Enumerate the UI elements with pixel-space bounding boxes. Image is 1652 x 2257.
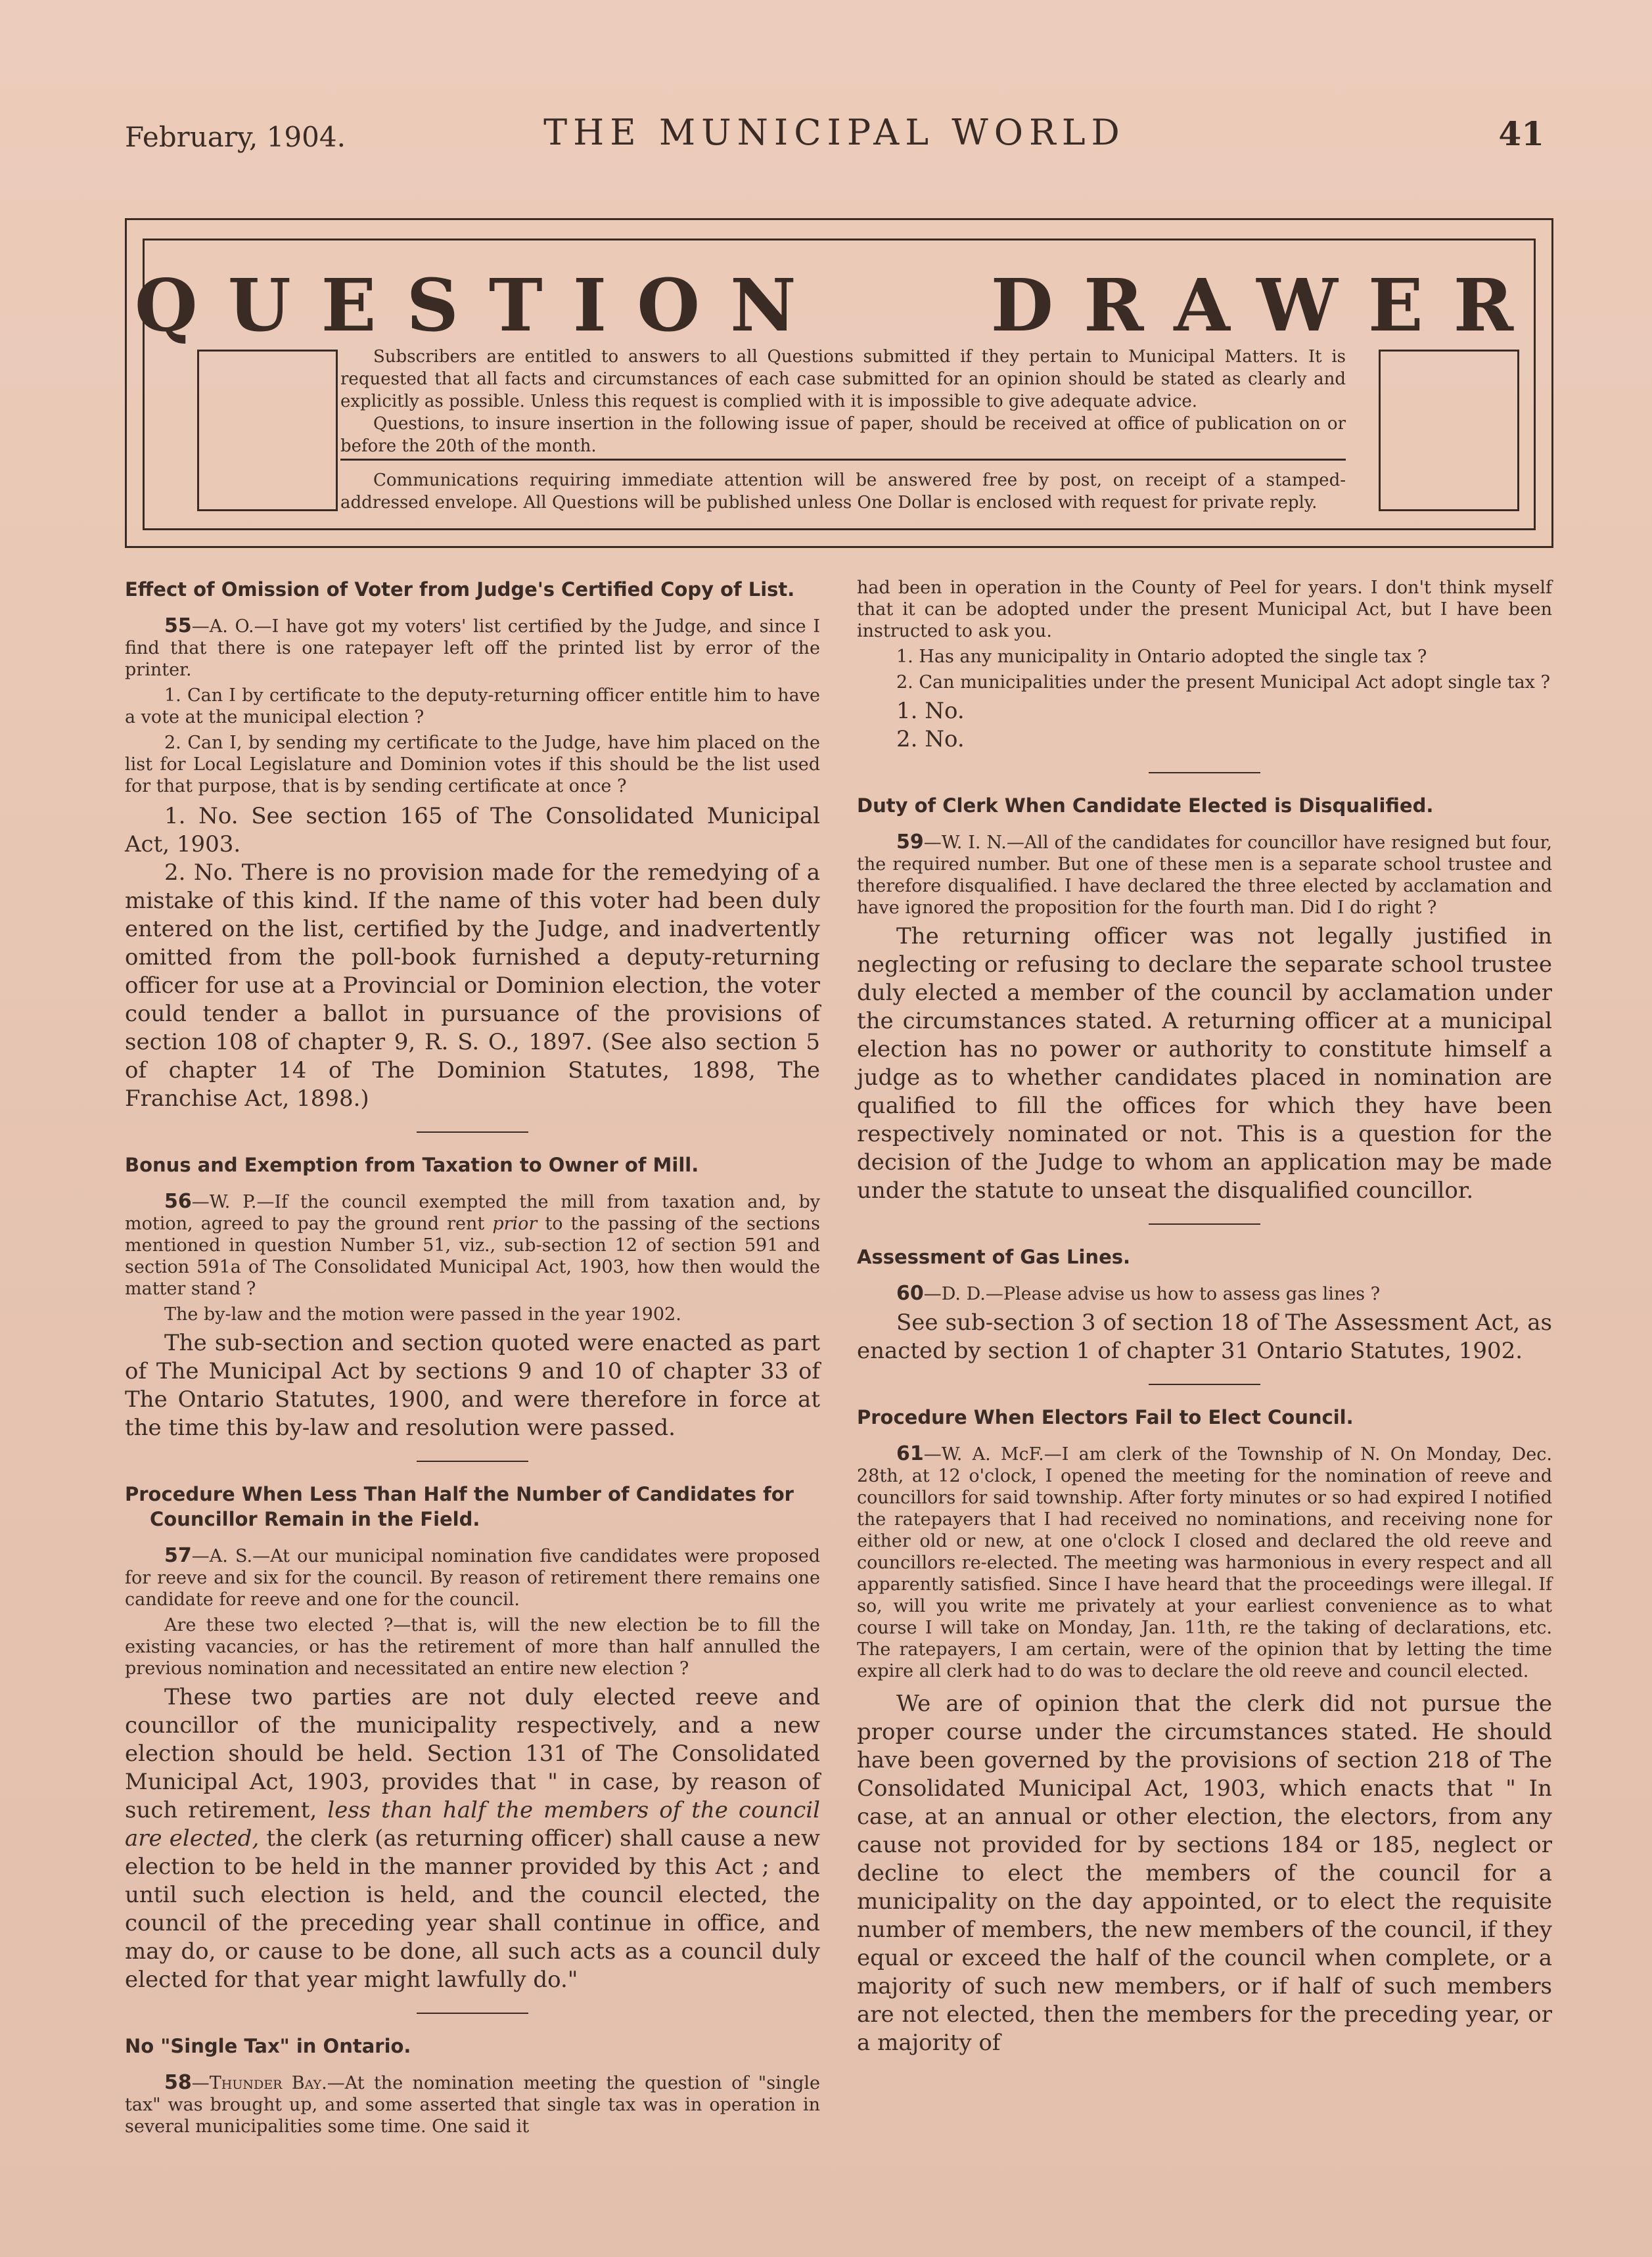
answer-text: The sub-section and section quoted were enacted as part of The Municipal Act by sections 9 and 10 of chapter 33 of The Ontario Statutes, 1900, and were therefore in force at the time this by-law and resolution were passed. — [125, 1330, 820, 1441]
article-heading: Procedure When Electors Fail to Elect Council. — [857, 1406, 1354, 1428]
article-heading: Effect of Omission of Voter from Judge's Certified Copy of List. — [125, 578, 795, 601]
question-number: 61 — [896, 1442, 924, 1465]
article-56 — [125, 1152, 820, 1442]
section-divider — [1149, 1223, 1260, 1225]
right-column — [857, 577, 1552, 2057]
question-number: 55 — [164, 614, 192, 637]
article-heading: No "Single Tax" in Ontario. — [125, 2035, 411, 2057]
answer-part-1: 1. No. See section 165 of The Consolidated Municipal Act, 1903. — [125, 803, 820, 857]
banner-notice-para-1: Subscribers are entitled to answers to all Questions submitted if they pertain to Municipal Matters. It is requested that all facts and circumstances of each case submitted for an opinion should be stated as clearly and explicitly as possible. Unless this request is complied with it is impossible to give adequate advice. — [340, 347, 1346, 411]
banner-right-ornament-box — [1379, 350, 1519, 511]
banner-left-ornament-box — [197, 350, 338, 511]
question-text: 61—W. A. McF.—I am clerk of the Township of N. On Monday, Dec. 28th, at 12 o'clock, I opened the meeting for the nomination of reeve and councillors for said township. After forty minutes or so had expired I notified the ratepayers that I had received no nominations, and receiving none for either old or new, at one o'clock I closed and declared the old reeve and councillors re-elected. The meeting was harmonious in every respect and all apparently satisfied. Since I have heard that the proceedings were illegal. If so, will you write me privately at your earliest convenience as to what course I will take on Monday, Jan. 11th, re the taking of declarations, etc. The ratepayers, I am certain, were of the opinion that by letting the time expire all clerk had to do was to declare the old reeve and council elected. — [857, 1442, 1552, 1681]
section-divider — [1149, 1384, 1260, 1385]
question-text-continued: had been in operation in the County of Peel for years. I don't think myself that it can be adopted under the present Municipal Act, but I have been instructed to ask you. — [857, 578, 1552, 641]
article-heading: Bonus and Exemption from Taxation to Owner of Mill. — [125, 1154, 699, 1176]
left-column — [125, 577, 820, 2141]
article-58-continued — [857, 577, 1552, 754]
answer-text: See sub-section 3 of section 18 of The Assessment Act, as enacted by section 1 of chapter 31 Ontario Statutes, 1902. — [857, 1310, 1552, 1364]
banner-title-word-2: DRAWER — [990, 263, 1544, 348]
question-text: 59—W. I. N.—All of the candidates for councillor have resigned but four, the required number. But one of these men is a separate school trustee and therefore disqualified. I have declared the three elected by acclamation and have ignored the proposition for the fourth man. Did I do right ? — [857, 831, 1552, 918]
question-part-2: 2. Can I, by sending my certificate to the Judge, have him placed on the list for Local Legislature and Dominion votes if this should be the list used for that purpose, that is by sending certificate at once ? — [125, 733, 820, 796]
article-61 — [857, 1405, 1552, 2057]
question-number: 59 — [896, 831, 924, 854]
article-57 — [125, 1482, 820, 1994]
question-note: The by-law and the motion were passed in the year 1902. — [164, 1304, 681, 1325]
answer-text: The returning officer was not legally justified in neglecting or refusing to declare the separate school trustee duly elected a member of the council by acclamation under the circumstances stated. A returning officer at a municipal election has no power or authority to constitute himself a judge as to whether candidates placed in nomination are qualified to fill the offices for which they have been respectively nominated or not. This is a question for the decision of the Judge to whom an application may be made under the statute to unseat the disqualified councillor. — [857, 923, 1552, 1204]
banner-title — [134, 263, 1544, 348]
question-text: 58—Thunder Bay.—At the nomination meeting the question of "single tax" was brought up, and some asserted that single tax was in operation in several municipalities some time. One said it — [125, 2071, 821, 2137]
publication-title: THE MUNICIPAL WORLD — [543, 112, 1126, 153]
section-divider — [417, 2013, 528, 2014]
section-divider — [1149, 772, 1260, 773]
banner-divider — [340, 459, 1346, 461]
question-part-1: 1. Can I by certificate to the deputy-returning officer entitle him to have a vote at the municipal election ? — [125, 685, 820, 727]
banner-notice-lower — [340, 469, 1346, 514]
article-heading: Procedure When Less Than Half the Number of Candidates for Councillor Remain in the Field. — [125, 1483, 794, 1530]
banner-notice-para-3: Communications requiring immediate attention will be answered free by post, on receipt of a stamped-addressed envelope. All Questions will be published unless One Dollar is enclosed with request for private reply. — [340, 470, 1346, 513]
article-55 — [125, 577, 820, 1113]
question-text: 56—W. P.—If the council exempted the mill from taxation and, by motion, agreed to pay the ground rent prior to the passing of the sections mentioned in question Number 51, viz., sub-section 12 of section 591 and section 591a of The Consolidated Municipal Act, 1903, how then would the matter stand ? — [125, 1190, 820, 1299]
question-text: 57—A. S.—At our municipal nomination five candidates were proposed for reeve and six for the council. By reason of retirement there remains one candidate for reeve and one for the council. — [125, 1544, 820, 1610]
question-drawer-banner — [125, 218, 1553, 548]
banner-notice — [340, 346, 1346, 457]
answer-part-1: 1. No. — [896, 698, 965, 724]
answer-text: We are of opinion that the clerk did not pursue the proper course under the circumstances stated. He should have been governed by the provisions of section 218 of The Consolidated Municipal Act, 1903, which enacts that " In case, at an annual or other election, the electors, from any cause not provided for by sections 184 or 185, neglect or decline to elect the members of the council for a municipality on the day appointed, or to elect the requisite number of members, the new members of the council, if they equal or exceed the half of the council when complete, or a majority of such new members, or if half of such members are not elected, then the members for the preceding year, or a majority of — [857, 1691, 1552, 2056]
article-heading: Assessment of Gas Lines. — [857, 1246, 1131, 1268]
banner-title-word-1: QUESTION — [134, 263, 827, 348]
question-text: 55—A. O.—I have got my voters' list certified by the Judge, and since I find that there is one ratepayer left off the printed list by error of the printer. — [125, 614, 820, 680]
answer-part-2: 2. No. There is no provision made for the remedying of a mistake of this kind. If the name of this voter had been duly entered on the list, certified by the Judge, and inadvertently omitted from the poll-book furnished a deputy-returning officer for use at a Provincial or Dominion election, the voter could tender a ballot in pursuance of the provisions of section 108 of chapter 9, R. S. O., 1897. (See also section 5 of chapter 14 of The Dominion Statutes, 1898, The Franchise Act, 1898.) — [125, 859, 820, 1112]
question-number: 60 — [896, 1282, 924, 1305]
page-number: 41 — [1498, 114, 1544, 153]
question-note: Are these two elected ?—that is, will the new election be to fill the existing vacancies, or has the retirement of more than half annulled the previous nomination and necessitated an entire new election ? — [125, 1615, 820, 1679]
article-60 — [857, 1244, 1552, 1365]
banner-notice-para-2: Questions, to insure insertion in the following issue of paper, should be received at office of publication on or before the 20th of the month. — [340, 414, 1346, 456]
question-number: 58 — [164, 2071, 192, 2094]
banner-inner-frame — [134, 239, 1544, 530]
section-divider — [417, 1131, 528, 1133]
answer-part-2: 2. No. — [896, 726, 965, 752]
question-number: 57 — [164, 1544, 192, 1567]
article-heading: Duty of Clerk When Candidate Elected is Disqualified. — [857, 794, 1434, 817]
answer-text: These two parties are not duly elected reeve and councillor of the municipality respectively, and a new election should be held. Section 131 of The Consolidated Municipal Act, 1903, provides that " in case, by reason of such retirement, less than half the members of the council are elected, the clerk (as returning officer) shall cause a new election to be held in the manner provided by this Act ; and until such election is held, and the council elected, the council of the preceding year shall continue in office, and may do, or cause to be done, all such acts as a council duly elected for that year might lawfully do." — [125, 1684, 821, 1993]
section-divider — [417, 1461, 528, 1462]
article-58 — [125, 2034, 820, 2137]
article-59 — [857, 793, 1552, 1205]
issue-date: February, 1904. — [125, 121, 346, 153]
question-number: 56 — [164, 1190, 192, 1213]
running-header — [125, 112, 1544, 158]
question-part-1: 1. Has any municipality in Ontario adopted the single tax ? — [896, 647, 1427, 667]
question-text: 60—D. D.—Please advise us how to assess gas lines ? — [896, 1282, 1381, 1305]
question-part-2: 2. Can municipalities under the present Municipal Act adopt single tax ? — [896, 672, 1550, 693]
